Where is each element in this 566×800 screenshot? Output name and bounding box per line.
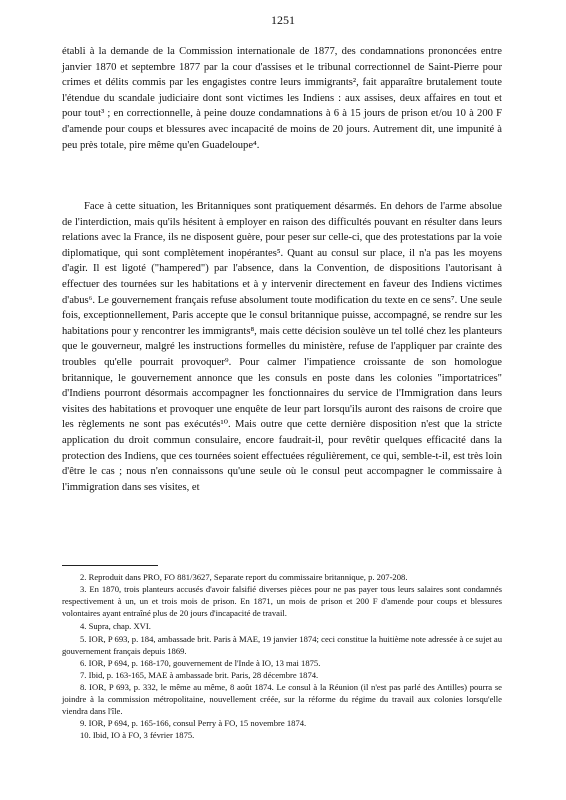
footnote-separator <box>62 565 158 566</box>
footnote-5: 5. IOR, P 693, p. 184, ambassade brit. Paris à MAE, 19 janvier 1874; ceci constitue la huitième note adressée à ce sujet au gouvernement français depuis 1869. <box>62 634 502 656</box>
footnotes <box>62 571 502 741</box>
footnote-4: 4. Supra, chap. XVI. <box>80 621 151 631</box>
footnote-9: 9. IOR, P 694, p. 165-166, consul Perry à FO, 15 novembre 1874. <box>80 718 307 728</box>
footnote-2: 2. Reproduit dans PRO, FO 881/3627, Separate report du commissaire britannique, p. 207-208. <box>80 572 408 582</box>
page-number: 1251 <box>271 13 295 27</box>
footnote-3: 3. En 1870, trois planteurs accusés d'avoir falsifié diverses pièces pour ne pas payer tous leurs salaires sont condamnés respectivement à un, un et trois mois de prison. En 1871, un mois de prison et 200 F d'amende pour coups et blessures volontaires ayant entraîné plus de 20 jours d'incapacité de travail. <box>62 584 502 618</box>
footnote-6: 6. IOR, P 694, p. 168-170, gouvernement de l'Inde à IO, 13 mai 1875. <box>80 658 321 668</box>
body-paragraph-2: Face à cette situation, les Britanniques sont pratiquement désarmés. En dehors de l'arme absolue de l'interdiction, mais qu'ils hésitent à employer en raison des difficultés pouvant en résulter dans leurs relations avec la France, ils ne disposent guère, pour peser sur celle-ci, que des protestations par la voie diplomatique, qui sont complètement inopérantes⁵. Quant au consul sur place, il n'a pas les moyens d'agir. Il est ligoté ("hampered") par l'absence, dans la Convention, de dispositions l'autorisant à effectuer des tournées sur les habitations et à y intervenir directement en faveur des Indiens victimes d'abus⁶. Le gouvernement français refuse absolument toute modification du texte en ce sens⁷. Une seule fois, exceptionnellement, Paris accepte que le consul britannique puisse, accompagné, se rendre sur les habitations pour y rencontrer les immigrants⁸, mais cette décision soulève un tel tollé chez les planteurs que le gouverneur, malgré les instructions formelles du ministère, refuse de l'appliquer par crainte des troubles qu'elle pourrait provoquer⁹. Pour calmer l'impatience croissante de son homologue britannique, le gouvernement annonce que les consuls en poste dans les colonies "importatrices" d'Indiens pourront désormais accompagner les fonctionnaires du service de l'Immigration dans leurs visites des habitations et provoquer une enquête de leur part lorsqu'ils auront des raisons de croire que les règlements ne sont pas exécutés¹⁰. Mais outre que cette dernière disposition n'est que la stricte application du droit commun consulaire, encore faudrait-il, pour revêtir quelques efficacité dans la protection des Indiens, que ces tournées soient effectuées régulièrement, ce qui, semble-t-il, est très loin d'être le cas ; nous n'en connaissons qu'une seule où le consul peut accompagner le commissaire à l'immigration dans ses visites, et <box>62 201 502 493</box>
body-paragraph-1: établi à la demande de la Commission internationale de 1877, des condamnations prononcées entre janvier 1870 et septembre 1877 par la cour d'assises et le tribunal correctionnel de Saint-Pierre pour crimes et délits commis par les engagistes contre leurs immigrants², fait apparaître brutalement toute l'étendue du scandale judiciaire dont sont victimes les Indiens : aux assises, deux affaires en tout et pour tout³ ; en correctionnelle, à peine douze condamnations à 6 à 15 jours de prison et/ou 10 à 200 F d'amende pour coups et blessures avec incapacité de moins de 20 jours. Autrement dit, une impunité à peu près totale, pire même qu'en Guadeloupe⁴. <box>62 46 502 151</box>
footnote-8: 8. IOR, P 693, p. 332, le même au même, 8 août 1874. Le consul à la Réunion (il n'est pas parlé des Antilles) pourra se joindre à la commission métropolitaine, nouvellement créée, sur la réforme du régime du travail aux colonies lorsqu'elle viendra dans l'île. <box>62 682 502 716</box>
footnote-7: 7. Ibid, p. 163-165, MAE à ambassade brit. Paris, 28 décembre 1874. <box>80 670 319 680</box>
footnote-10: 10. Ibid, IO à FO, 3 février 1875. <box>80 730 195 740</box>
